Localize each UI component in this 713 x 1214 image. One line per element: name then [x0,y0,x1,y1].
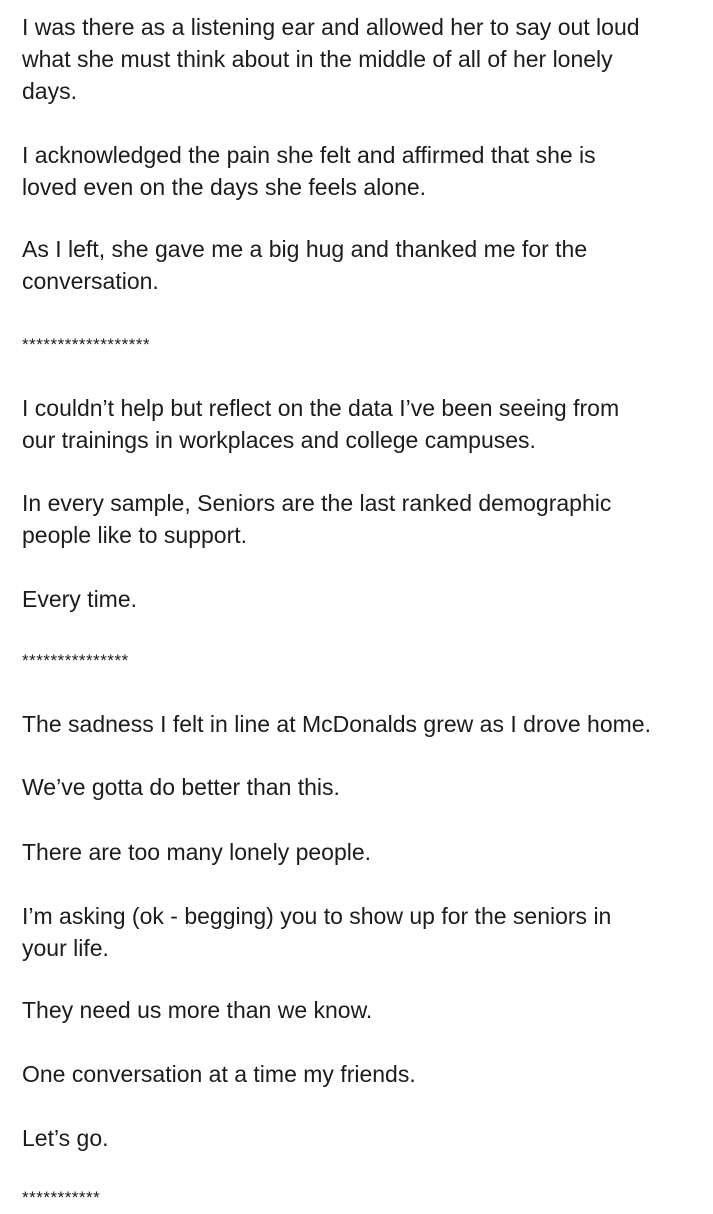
paragraph-sadness: The sadness I felt in line at McDonalds grew as I drove home. [22,711,651,737]
paragraph-lonely-people: There are too many lonely people. [22,839,372,865]
paragraph-listening-line-1: I was there as a listening ear and allowed her to say out loud [22,14,640,40]
paragraph-asking-line-1: I’m asking (ok - begging) you to show up for the seniors in [22,903,612,929]
paragraph-do-better: We’ve gotta do better than this. [22,774,340,800]
paragraph-hug-line-1: As I left, she gave me a big hug and thanked me for the [22,236,588,262]
paragraph-reflect-line-1: I couldn’t help but reflect on the data I’ve been seeing from [22,395,620,421]
paragraph-lets-go: Let’s go. [22,1125,109,1151]
paragraph-hug-line-2: conversation. [22,268,159,294]
asterisk-divider-2: *************** [22,651,129,670]
paragraph-one-conversation: One conversation at a time my friends. [22,1061,416,1087]
paragraph-acknowledged-line-1: I acknowledged the pain she felt and affirmed that she is [22,142,596,168]
paragraph-need-us: They need us more than we know. [22,997,373,1023]
paragraph-seniors-line-2: people like to support. [22,522,248,548]
paragraph-every-time: Every time. [22,586,138,612]
paragraph-seniors-line-1: In every sample, Seniors are the last ranked demographic [22,490,612,516]
paragraph-listening-line-3: days. [22,78,77,104]
paragraph-asking-line-2: your life. [22,935,109,961]
paragraph-acknowledged-line-2: loved even on the days she feels alone. [22,174,427,200]
paragraph-listening-line-2: what she must think about in the middle of all of her lonely [22,46,613,72]
paragraph-reflect-line-2: our trainings in workplaces and college campuses. [22,427,536,453]
asterisk-divider-1: ****************** [22,335,151,354]
asterisk-divider-3: *********** [22,1188,101,1207]
